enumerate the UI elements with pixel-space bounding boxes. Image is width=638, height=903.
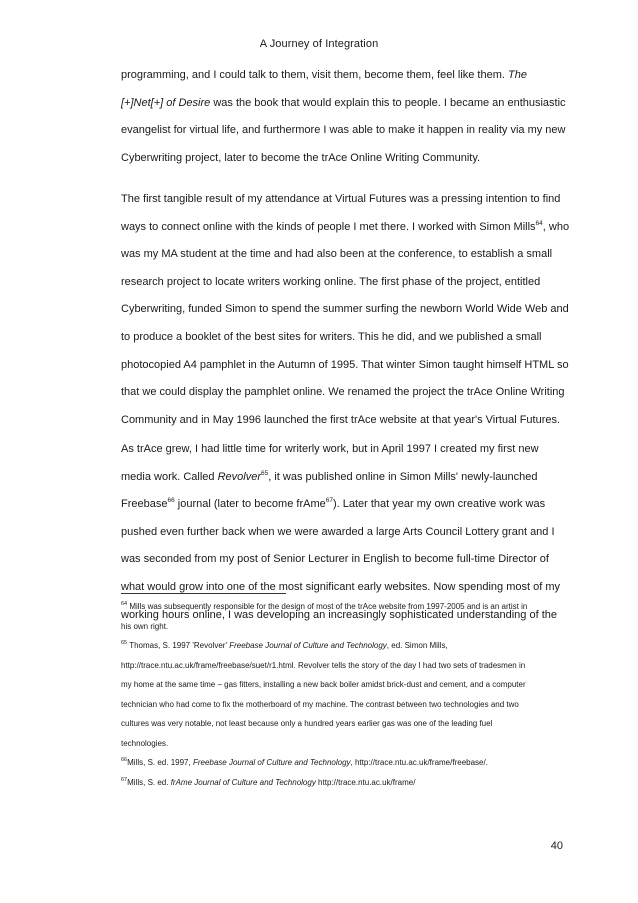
text-line: pushed even further back when we were awarded a large Arts Council Lottery grant and I [121, 525, 555, 538]
text-line: Cyberwriting, funded Simon to spend the summer surfing the newborn World Wide Web and [121, 303, 569, 316]
footnote-link-line[interactable]: http://trace.ntu.ac.uk/frame/freebase/suet/r1.html. Revolver tells the story of the day I had two sets of tradesmen in [121, 660, 526, 670]
footnotes-section [121, 597, 571, 792]
footnote-line: his own right. [121, 621, 169, 631]
text-line: research project to locate writers working online. The first phase of the project, entitled [121, 275, 541, 288]
footnote-ref-67[interactable]: 67 [325, 497, 333, 505]
book-title-italic: The [508, 69, 527, 81]
text-line: to produce a booklet of the best sites for writers. This he did, and we published a small [121, 330, 542, 343]
footnote-66: $^{66}$Mills, S. ed. 1997, Freebase Journal of Culture and Technology, http://trace.ntu.ac.uk/frame/freebase/. [121, 757, 488, 767]
footnote-line: technologies. [121, 738, 169, 748]
footnote-64: $^{64}$ Mills was subsequently responsible for the design of most of the trAce website from 1997-2005 and is an artist in [121, 601, 528, 611]
footnote-line: cultures was very notable, not least because only a hundred years earlier gas was one of the leading fuel [121, 719, 493, 728]
text-line: ways to connect online with the kinds of people I met there. I worked with Simon Mills$^{64}$, who [121, 219, 570, 233]
footnote-divider [121, 593, 286, 594]
footnote-line: my home at the same time – gas fitters, installing a new back boiler amidst brick-dust and cement, and a computer [121, 680, 526, 689]
text-line: was seconded from my post of Senior Lecturer in English to become full-time Director of [121, 553, 549, 566]
text-line: evangelist for virtual life, and furthermore I was able to make it happen in reality via my new [121, 124, 566, 137]
work-title-italic: Revolver [217, 470, 261, 483]
footnote-67: $^{67}$Mills, S. ed. frAme Journal of Culture and Technology http://trace.ntu.ac.uk/frame/ [121, 776, 416, 787]
page-number: 40 [550, 840, 563, 852]
text-line: that we could display the pamphlet online. We renamed the project the trAce Online Writing [121, 386, 565, 399]
running-header: A Journey of Integration [259, 38, 379, 50]
text-line: [+]Net[+] of Desire was the book that would explain this to people. I became an enthusiastic [121, 96, 566, 109]
text-line: working hours online, I was developing an increasingly sophisticated understanding of the [121, 608, 557, 621]
footnote-ref-64[interactable]: 64 [535, 219, 543, 227]
text-line: As trAce grew, I had little time for writerly work, but in April 1997 I created my first new [121, 443, 539, 455]
footnote-ref-65[interactable]: 65 [261, 469, 269, 477]
text-line: The first tangible result of my attendance at Virtual Futures was a pressing intention to find [121, 193, 561, 205]
text-line: photocopied A4 pamphlet in the Autumn of 1995. That winter Simon taught himself HTML so [121, 358, 569, 371]
text-line: was my MA student at the time and had also been at the conference, to establish a small [121, 248, 553, 261]
paragraph-1 [121, 62, 567, 172]
text-line: what would grow into one of the most significant early websites. Now spending most of my [121, 580, 560, 593]
footnote-ref-66[interactable]: 66 [167, 497, 175, 505]
book-title-italic: [+]Net[+] of Desire [121, 96, 211, 109]
paragraph-2 [121, 186, 570, 434]
text-line: Cyberwriting project, later to become the trAce Online Writing Community. [121, 151, 481, 164]
footnote-65: $^{65}$ Thomas, S. 1997 'Revolver' Freebase Journal of Culture and Technology, ed. Simon Mills, [121, 640, 448, 650]
text-line: Community and in May 1996 launched the first trAce website at that year's Virtual Futures. [121, 413, 561, 426]
text-line: programming, and I could talk to them, visit them, become them, feel like them. The [121, 69, 527, 81]
text-line: media work. Called Revolver$^{65}$, it was published online in Simon Mills' newly-launched [121, 469, 538, 483]
text-line: Freebase$^{66}$ journal (later to become frAme$^{67}$). Later that year my own creative work was [121, 497, 546, 511]
footnote-line: technician who had come to fix the motherboard of my machine. The contrast between two technologies and two [121, 699, 519, 709]
